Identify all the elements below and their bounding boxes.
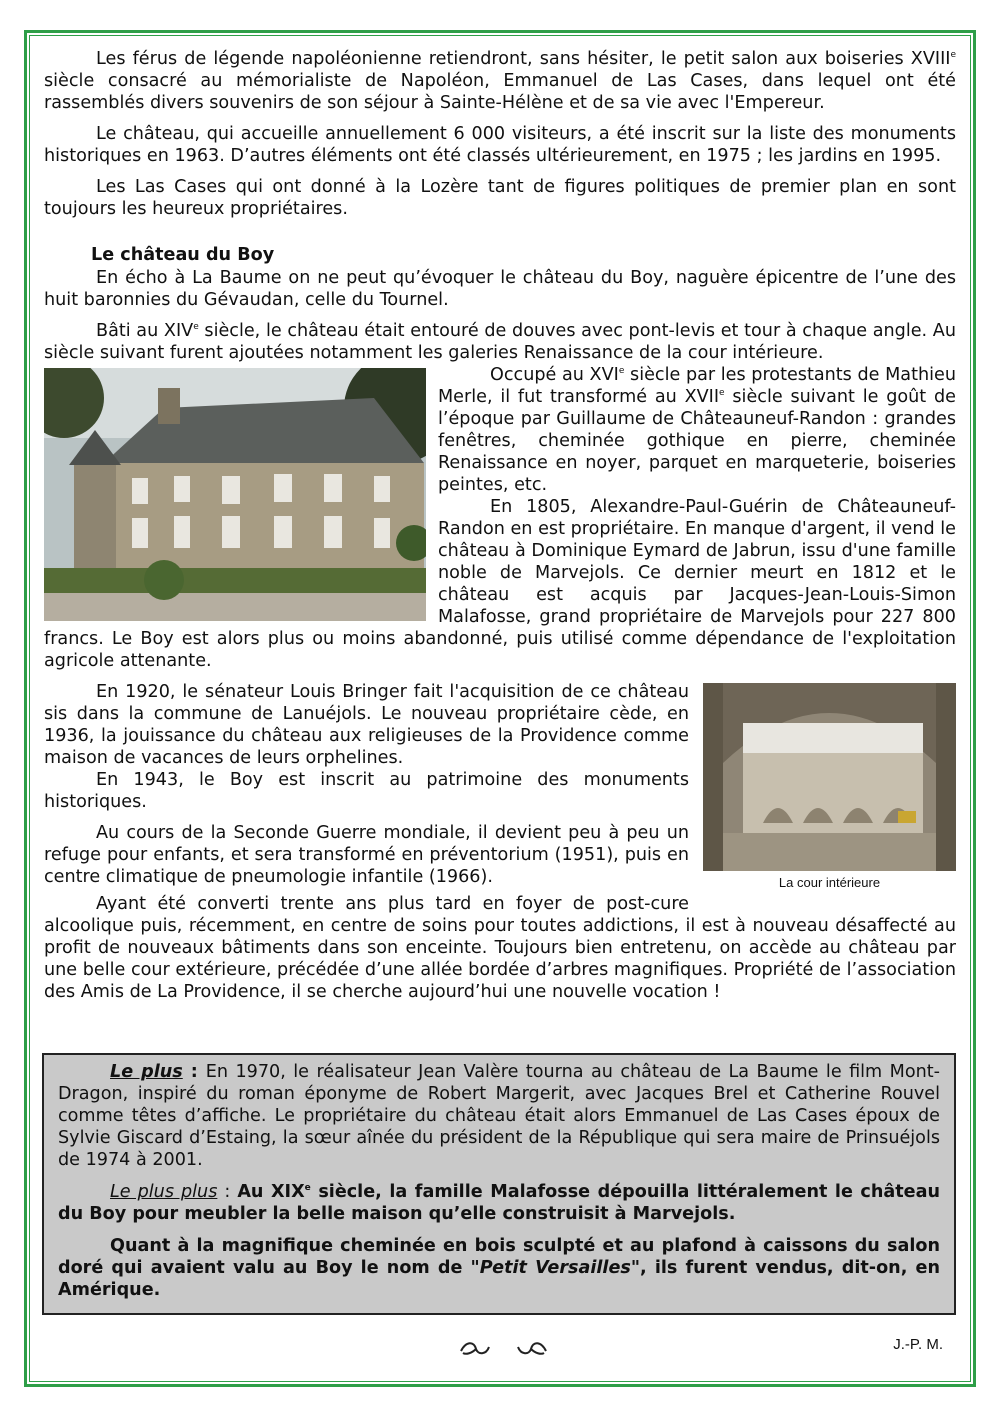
paragraph: Bâti au XIVe siècle, le château était entouré de douves avec pont-levis et tour à chaque angle. Au siècle suivant furent ajoutées notamment les galeries Renaissance de la cour intérieure. [44, 321, 956, 363]
paragraph: Ayant été converti trente ans plus tard en foyer de post-cure alcoolique puis, récemment, en centre de soins pour toutes addictions, il est à nouveau désaffecté au profit de nouveaux bâtiments dans son enceinte. Toujours bien entretenu, on accède au château par une belle cour extérieure, précédée d’une allée bordée d’arbres magnifiques. Propriété de l’association des Amis de La Providence, il se cherche aujourd’hui une nouvelle vocation ! [44, 894, 956, 1002]
courtyard-illustration [703, 683, 956, 871]
box-paragraph: Le plus plus : Au XIXe siècle, la famille Malafosse dépouilla littéralement le château du Boy pour meubler la belle maison qu’elle construisit à Marvejols. [58, 1182, 940, 1224]
paragraph: Les Las Cases qui ont donné à la Lozère tant de figures politiques de premier plan en sont toujours les heureux propriétaires. [44, 177, 956, 219]
paragraph: Le château, qui accueille annuellement 6 000 visiteurs, a été inscrit sur la liste des monuments historiques en 1963. D’autres éléments ont été classés ultérieurement, en 1975 ; les jardins en 1995. [44, 124, 956, 166]
paragraph: Au cours de la Seconde Guerre mondiale, il devient peu à peu un refuge pour enfants, et sera transformé en préventorium (1951), puis en centre climatique de pneumologie infantile (1966). [44, 823, 689, 887]
castle-photo [44, 368, 426, 621]
image-caption: La cour intérieure [778, 875, 881, 890]
paragraph: En 1805, Alexandre-Paul-Guérin de Châteauneuf-Randon en est propriétaire. En manque d'argent, il vend le château à Dominique Eymard de Jabrun, issu d'une famille noble de Marvejols. Ce dernier meurt en 1812 et le château est acquis par Jacques-Jean-Louis-Simon Malafosse, grand propriétaire de Marvejols pour 227 800 francs. Le Boy est alors plus ou moins abandonné, puis utilisé comme dépendance de l'exploitation agricole attenante. [44, 497, 956, 671]
courtyard-photo [703, 683, 956, 871]
box-label: Le plus [110, 1062, 183, 1082]
box-paragraph: Le plus : En 1970, le réalisateur Jean Valère tourna au château de La Baume le film Mont-Dragon, inspiré du roman éponyme de Robert Margerit, avec Jacques Brel et Catherine Rouvel comme têtes d’affiche. Le propriétaire du château était alors Emmanuel de Las Cases époux de Sylvie Giscard d’Estaing, la sœur aînée du président de la République qui sera maire de Prinsuéjols de 1974 à 2001. [58, 1062, 940, 1170]
author-signature: J.-P. M. [893, 1336, 943, 1353]
paragraph: En écho à La Baume on ne peut qu’évoquer le château du Boy, naguère épicentre de l’une des huit baronnies du Gévaudan, celle du Tournel. [44, 268, 956, 310]
courtyard-figure [703, 683, 956, 896]
castle-illustration [44, 368, 426, 621]
ornament-left-icon [458, 1337, 492, 1359]
paragraph: Les férus de légende napoléonienne retiendront, sans hésiter, le petit salon aux boiseries XVIIIe siècle consacré au mémorialiste de Napoléon, Emmanuel de Las Cases, dans lequel ont été rassemblés divers souvenirs de son séjour à Sainte-Hélène et de sa vie avec l'Empereur. [44, 49, 956, 113]
paragraph: Occupé au XVIe siècle par les protestants de Mathieu Merle, il fut transformé au XVIIe siècle suivant le goût de l’époque par Guillaume de Châteauneuf-Randon : grandes fenêtres, cheminée gothique en pierre, cheminée Renaissance en noyer, parquet en marqueterie, boiseries peintes, etc. [438, 365, 957, 495]
info-box [42, 1053, 956, 1315]
paragraph: En 1943, le Boy est inscrit au patrimoine des monuments historiques. [44, 770, 689, 812]
box-paragraph: Quant à la magnifique cheminée en bois sculpté et au plafond à caissons du salon doré qui avaient valu au Boy le nom de "Petit Versailles", ils furent vendus, dit-on, en Amérique. [58, 1236, 940, 1300]
box-label: Le plus plus [110, 1182, 218, 1202]
article-body [44, 48, 956, 1012]
paragraph: En 1920, le sénateur Louis Bringer fait l'acquisition de ce château sis dans la commune de Lanuéjols. Le nouveau propriétaire cède, en 1936, la jouissance du château aux religieuses de la Providence comme maison de vacances de leurs orphelines. [44, 682, 689, 768]
section-title: Le château du Boy [91, 245, 275, 265]
ornament-right-icon [515, 1337, 549, 1359]
